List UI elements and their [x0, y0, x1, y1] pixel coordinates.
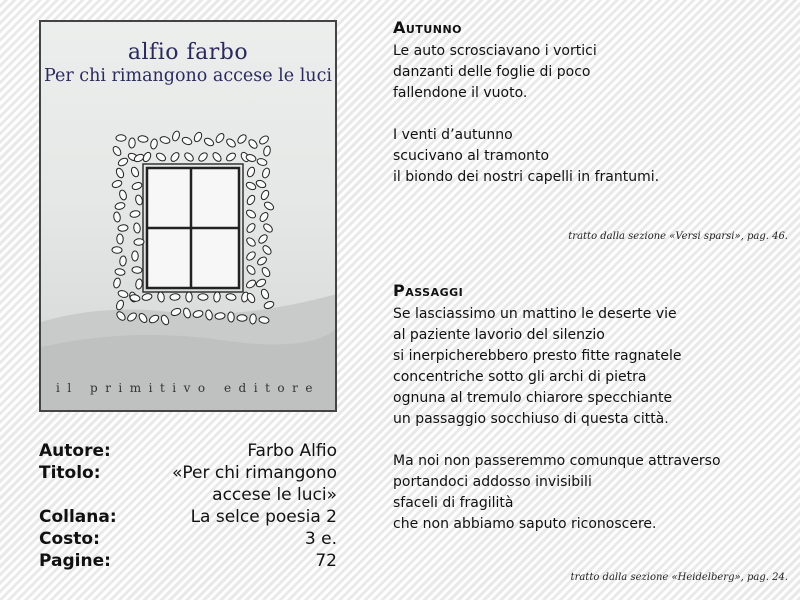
ivy-leaf: [118, 224, 129, 231]
ivy-leaf: [261, 266, 272, 278]
cover-title: Per chi rimangono accese le luci: [44, 66, 332, 86]
ivy-leaf: [159, 136, 170, 145]
ivy-leaf: [247, 138, 258, 150]
ivy-leaf: [114, 202, 125, 211]
ivy-leaf: [130, 166, 140, 178]
ivy-leaf: [181, 136, 193, 146]
ivy-leaf: [131, 181, 143, 190]
ivy-leaf: [211, 151, 222, 163]
ivy-leaf: [256, 157, 267, 166]
ivy-leaf: [115, 167, 125, 179]
ivy-leaf: [116, 135, 126, 141]
poem-source: tratto dalla sezione «Heidelberg», pag. 24.: [570, 572, 788, 583]
meta-label: Titolo:: [39, 463, 101, 483]
meta-row-pages: [39, 550, 337, 572]
ivy-leaf: [193, 131, 203, 143]
ivy-leaf: [262, 222, 274, 233]
ivy-leaf: [261, 167, 271, 179]
meta-row-author: [39, 440, 337, 462]
ivy-leaf: [236, 133, 248, 145]
ivy-leaf: [132, 251, 138, 261]
ivy-leaf: [203, 137, 215, 148]
ivy-leaf: [111, 179, 123, 189]
poem-text: Le auto scrosciavano i vortici danzanti delle foglie di poco fallendone il vuoto. I venti d’autunno scucivano al tramonto il biondo dei nostri capelli in frantumi.: [393, 43, 660, 185]
ivy-leaf: [225, 293, 236, 301]
poem-text: Se lasciassimo un mattino le deserte vie al paziente lavorio del silenzio si inerpicherebbero presto fitte ragnatele concentriche sotto gli archi di pietra ognuna al tremulo chiarore specchiante un passaggio socchiuso di questa città. Ma noi non passeremmo comunque attraverso portandoci addosso invisibili sfaceli di fragilità che non abbiamo saputo riconoscere.: [393, 306, 721, 532]
ivy-leaf: [132, 266, 142, 273]
ivy-leaf: [245, 250, 257, 262]
meta-value: Farbo Alfio: [247, 441, 337, 461]
ivy-leaf: [150, 138, 158, 149]
poem-title: Autunno: [393, 18, 463, 37]
meta-row-title: [39, 462, 337, 506]
ivy-leaf: [246, 194, 257, 206]
ivy-leaf: [169, 151, 180, 163]
ivy-leaf: [112, 145, 123, 157]
ivy-leaf: [183, 151, 195, 162]
ivy-leaf: [261, 244, 272, 256]
ivy-leaf: [155, 152, 167, 163]
ivy-leaf: [128, 138, 135, 148]
ivy-leaf: [186, 292, 193, 302]
ivy-leaf: [249, 314, 256, 325]
ivy-leaf: [245, 181, 257, 191]
book-cover: [39, 20, 337, 412]
ivy-leaf: [115, 299, 125, 311]
meta-value: 72: [315, 551, 337, 571]
ivy-leaf: [245, 209, 257, 220]
meta-label: Autore:: [39, 441, 111, 461]
ivy-leaf: [260, 288, 270, 300]
ivy-leaf: [263, 201, 275, 212]
ivy-leaf: [256, 255, 268, 266]
ivy-leaf: [198, 294, 208, 301]
ivy-leaf: [119, 256, 126, 267]
ivy-leaf: [141, 293, 152, 301]
ivy-leaf: [225, 137, 237, 148]
book-metadata: [39, 440, 337, 572]
ivy-leaf: [170, 293, 181, 300]
meta-label: Pagine:: [39, 551, 111, 571]
meta-value: La selce poesia 2: [190, 507, 337, 527]
ivy-leaf: [255, 278, 267, 288]
cover-publisher: il primitivo editore: [56, 381, 320, 395]
ivy-leaf: [113, 212, 121, 223]
ivy-leaf: [214, 132, 225, 144]
ivy-leaf: [246, 166, 256, 178]
ivy-leaf: [117, 234, 124, 244]
ivy-leaf: [135, 194, 144, 205]
ivy-leaf: [245, 222, 256, 234]
meta-row-series: [39, 506, 337, 528]
ivy-leaf: [135, 279, 143, 290]
ivy-leaf: [138, 135, 149, 143]
ivy-leaf: [258, 211, 269, 223]
ivy-leaf: [117, 289, 128, 298]
ivy-leaf: [197, 151, 209, 163]
ivy-leaf: [171, 130, 180, 142]
meta-value: 3 e.: [304, 529, 337, 549]
ivy-leaf: [115, 268, 126, 276]
ivy-leaf: [245, 264, 256, 276]
ivy-leaf: [257, 233, 269, 245]
ivy-leaf: [117, 157, 129, 168]
poem-autunno: [393, 18, 793, 188]
poem-passaggi: [393, 281, 793, 535]
ivy-leaf: [112, 247, 122, 254]
ivy-leaf: [157, 292, 165, 303]
ivy-leaf: [129, 210, 140, 218]
ivy-leaf: [118, 189, 127, 200]
ivy-leaf: [258, 134, 270, 145]
meta-label: Collana:: [39, 507, 117, 527]
ivy-leaf: [237, 315, 247, 322]
meta-row-price: [39, 528, 337, 550]
meta-label: Costo:: [39, 529, 100, 549]
ivy-leaf: [134, 238, 144, 245]
cover-author: alfio farbo: [127, 40, 249, 65]
poem-source: tratto dalla sezione «Versi sparsi», pag. 46.: [568, 231, 788, 242]
ivy-leaf: [245, 279, 257, 290]
ivy-leaf: [263, 145, 271, 156]
ivy-leaf: [228, 312, 235, 322]
poem-title: Passaggi: [393, 281, 464, 300]
ivy-leaf: [225, 151, 237, 162]
meta-value: «Per chi rimangono accese le luci»: [172, 463, 337, 505]
ivy-leaf: [113, 277, 122, 288]
ivy-leaf: [245, 236, 257, 248]
ivy-leaf: [255, 179, 267, 189]
ivy-leaf: [213, 292, 221, 303]
ivy-leaf: [133, 223, 141, 234]
ivy-leaf: [260, 189, 270, 201]
